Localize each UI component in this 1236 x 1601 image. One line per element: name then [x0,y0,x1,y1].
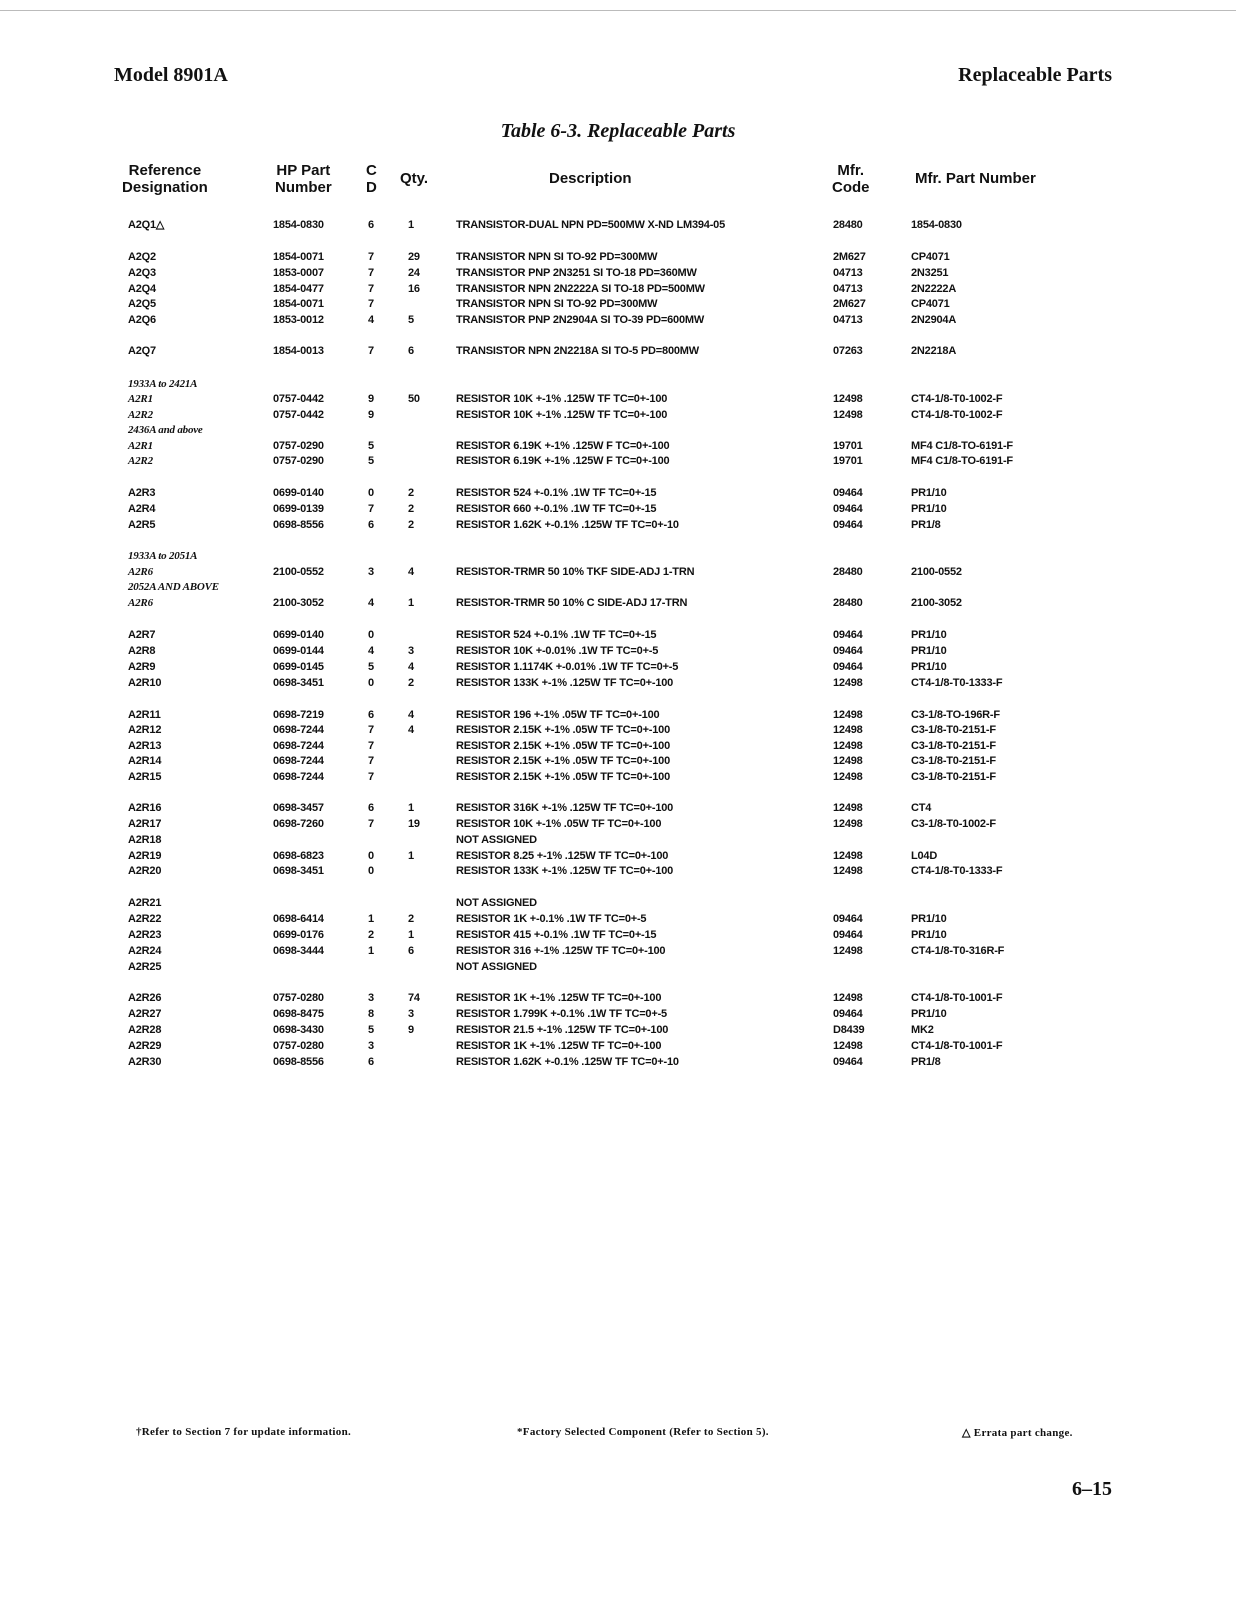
table-cell-ref-designation: A2R29 [128,1040,162,1052]
table-cell-ref-designation: A2Q6 [128,314,156,326]
table-cell-hp-part-number: 0698-8475 [273,1008,324,1020]
table-cell-hp-part-number: 0699-0140 [273,487,324,499]
table-cell-check-digit: 7 [368,771,374,783]
table-cell-mfr-code: 12498 [833,677,863,689]
table-cell-ref-designation: A2R10 [128,677,162,689]
table-cell-quantity: 50 [408,393,420,405]
table-cell-hp-part-number: 0698-7244 [273,724,324,736]
col-header-line: Number [275,179,332,196]
table-cell-mfr-code: 12498 [833,771,863,783]
table-cell-mfr-part-number: 2N2904A [911,314,957,326]
table-cell-check-digit: 6 [368,709,374,721]
table-cell-mfr-part-number: 1854-0830 [911,219,962,231]
table-cell-quantity: 29 [408,251,420,263]
table-cell-check-digit: 0 [368,677,374,689]
table-cell-mfr-code: 12498 [833,945,863,957]
table-cell-hp-part-number: 1854-0013 [273,345,324,357]
table-cell-description: RESISTOR 316K +-1% .125W TF TC=0+-100 [456,802,674,814]
table-cell-quantity: 24 [408,267,420,279]
table-cell-hp-part-number: 0699-0139 [273,503,324,515]
table-cell-mfr-part-number: PR1/10 [911,487,947,499]
table-cell-mfr-code: 09464 [833,519,863,531]
table-cell-ref-designation: A2R15 [128,771,162,783]
table-cell-hp-part-number: 1853-0007 [273,267,324,279]
table-cell-hp-part-number: 2100-3052 [273,597,324,609]
table-cell-check-digit: 4 [368,645,374,657]
table-cell-mfr-code: 09464 [833,913,863,925]
serial-range-note: 1933A to 2051A [128,550,198,562]
table-cell-check-digit: 1 [368,945,374,957]
col-header-description: Description [549,170,632,187]
table-cell-ref-designation: A2Q3 [128,267,156,279]
table-cell-description: RESISTOR 8.25 +-1% .125W TF TC=0+-100 [456,850,669,862]
table-cell-mfr-code: 09464 [833,503,863,515]
table-cell-ref-designation: A2R27 [128,1008,162,1020]
table-cell-mfr-part-number: 2N2222A [911,283,957,295]
table-cell-hp-part-number: 1854-0477 [273,283,324,295]
table-cell-ref-designation: A2R11 [128,709,161,721]
table-cell-quantity: 6 [408,345,414,357]
table-cell-description: TRANSISTOR PNP 2N3251 SI TO-18 PD=360MW [456,267,697,279]
footnote-factory: *Factory Selected Component (Refer to Section 5). [517,1426,769,1438]
table-cell-mfr-part-number: CT4-1/8-T0-1002-F [911,393,1003,405]
table-cell-quantity: 74 [408,992,420,1004]
col-header-line: Designation [122,179,208,196]
table-cell-mfr-code: 2M627 [833,251,866,263]
table-cell-mfr-code: 09464 [833,1056,863,1068]
table-cell-mfr-part-number: CT4-1/8-T0-1002-F [911,409,1003,421]
table-cell-hp-part-number: 0698-8556 [273,519,324,531]
table-cell-mfr-code: 28480 [833,597,863,609]
table-cell-mfr-part-number: CT4 [911,802,932,814]
table-cell-quantity: 4 [408,661,414,673]
col-header-mfr-part: Mfr. Part Number [915,170,1036,187]
table-cell-quantity: 6 [408,945,414,957]
table-cell-description: RESISTOR 1.1174K +-0.01% .1W TF TC=0+-5 [456,661,679,673]
table-cell-check-digit: 5 [368,661,374,673]
table-cell-check-digit: 1 [368,913,374,925]
table-cell-mfr-part-number: CP4071 [911,298,950,310]
table-cell-description: RESISTOR 1.62K +-0.1% .125W TF TC=0+-10 [456,1056,679,1068]
table-cell-hp-part-number: 0757-0290 [273,440,324,452]
table-cell-hp-part-number: 2100-0552 [273,566,324,578]
table-cell-quantity: 9 [408,1024,414,1036]
table-cell-check-digit: 2 [368,929,374,941]
table-cell-mfr-code: 2M627 [833,298,866,310]
table-cell-mfr-part-number: C3-1/8-T0-2151-F [911,724,996,736]
table-cell-description: RESISTOR 2.15K +-1% .05W TF TC=0+-100 [456,755,671,767]
table-cell-quantity: 16 [408,283,420,295]
table-cell-ref-designation: A2R1 [128,440,153,452]
table-cell-ref-designation: A2R5 [128,519,156,531]
table-cell-mfr-part-number: 2100-3052 [911,597,962,609]
table-cell-check-digit: 0 [368,850,374,862]
table-cell-check-digit: 3 [368,566,374,578]
table-cell-description: NOT ASSIGNED [456,961,537,973]
table-cell-quantity: 2 [408,519,414,531]
table-cell-description: RESISTOR 21.5 +-1% .125W TF TC=0+-100 [456,1024,669,1036]
table-cell-check-digit: 7 [368,503,374,515]
table-cell-mfr-part-number: CT4-1/8-T0-1001-F [911,1040,1003,1052]
table-cell-description: RESISTOR 133K +-1% .125W TF TC=0+-100 [456,677,674,689]
table-cell-mfr-code: D8439 [833,1024,865,1036]
table-cell-hp-part-number: 0698-3444 [273,945,324,957]
table-cell-description: RESISTOR 1K +-1% .125W TF TC=0+-100 [456,1040,662,1052]
table-cell-quantity: 1 [408,597,414,609]
table-cell-ref-designation: A2R19 [128,850,162,862]
table-cell-description: RESISTOR 1K +-1% .125W TF TC=0+-100 [456,992,662,1004]
footnote-errata: △ Errata part change. [962,1427,1073,1439]
table-cell-check-digit: 5 [368,455,374,467]
table-cell-check-digit: 7 [368,724,374,736]
table-cell-mfr-part-number: MK2 [911,1024,934,1036]
table-cell-mfr-code: 04713 [833,314,863,326]
table-cell-description: TRANSISTOR NPN SI TO-92 PD=300MW [456,251,658,263]
table-cell-check-digit: 9 [368,393,374,405]
table-cell-mfr-part-number: CP4071 [911,251,950,263]
table-cell-mfr-code: 12498 [833,740,863,752]
table-title: Table 6-3. Replaceable Parts [500,120,736,142]
table-cell-description: RESISTOR 2.15K +-1% .05W TF TC=0+-100 [456,740,671,752]
table-cell-ref-designation: A2R28 [128,1024,162,1036]
table-cell-check-digit: 0 [368,865,374,877]
table-cell-ref-designation: A2R2 [128,455,153,467]
footnote-update: †Refer to Section 7 for update information. [136,1426,352,1438]
table-cell-mfr-code: 09464 [833,929,863,941]
table-cell-mfr-part-number: C3-1/8-T0-2151-F [911,755,996,767]
table-cell-description: RESISTOR 10K +-1% .125W TF TC=0+-100 [456,409,668,421]
table-cell-mfr-part-number: CT4-1/8-T0-1001-F [911,992,1003,1004]
table-cell-ref-designation: A2R25 [128,961,162,973]
table-cell-mfr-part-number: C3-1/8-T0-2151-F [911,771,996,783]
table-cell-hp-part-number: 0757-0442 [273,393,324,405]
table-cell-hp-part-number: 0699-0145 [273,661,324,673]
table-cell-description: TRANSISTOR NPN 2N2222A SI TO-18 PD=500MW [456,283,705,295]
table-cell-mfr-part-number: L04D [911,850,938,862]
table-cell-ref-designation: A2Q2 [128,251,156,263]
table-cell-hp-part-number: 1853-0012 [273,314,324,326]
table-cell-description: RESISTOR 1.62K +-0.1% .125W TF TC=0+-10 [456,519,679,531]
table-cell-quantity: 1 [408,929,414,941]
table-cell-description: RESISTOR 6.19K +-1% .125W F TC=0+-100 [456,455,670,467]
table-cell-ref-designation: A2R4 [128,503,156,515]
table-cell-ref-designation: A2R21 [128,897,162,909]
table-cell-mfr-code: 12498 [833,818,863,830]
section-header: Replaceable Parts [958,64,1112,86]
table-cell-check-digit: 7 [368,755,374,767]
table-cell-mfr-part-number: C3-1/8-TO-196R-F [911,709,1000,721]
table-cell-hp-part-number: 0698-3430 [273,1024,324,1036]
table-cell-ref-designation: A2R17 [128,818,162,830]
model-header: Model 8901A [114,64,228,86]
table-cell-hp-part-number: 0698-3457 [273,802,324,814]
table-cell-check-digit: 7 [368,740,374,752]
table-cell-quantity: 4 [408,709,414,721]
table-cell-ref-designation: A2Q1△ [128,219,165,231]
table-cell-description: TRANSISTOR PNP 2N2904A SI TO-39 PD=600MW [456,314,705,326]
table-cell-ref-designation: A2R7 [128,629,156,641]
table-cell-description: NOT ASSIGNED [456,834,537,846]
table-cell-check-digit: 8 [368,1008,374,1020]
table-cell-mfr-code: 28480 [833,219,863,231]
table-cell-hp-part-number: 0698-7244 [273,771,324,783]
table-cell-ref-designation: A2Q4 [128,283,156,295]
table-cell-mfr-part-number: PR1/10 [911,645,947,657]
serial-range-note: 2052A AND ABOVE [128,581,219,593]
table-cell-ref-designation: A2R20 [128,865,162,877]
table-cell-mfr-code: 04713 [833,283,863,295]
table-cell-mfr-code: 07263 [833,345,863,357]
table-cell-ref-designation: A2Q5 [128,298,156,310]
table-cell-mfr-code: 12498 [833,409,863,421]
table-cell-quantity: 2 [408,913,414,925]
table-cell-quantity: 1 [408,802,414,814]
table-cell-mfr-part-number: PR1/10 [911,929,947,941]
col-header-line: C [366,162,377,179]
table-cell-quantity: 2 [408,503,414,515]
table-cell-description: RESISTOR 2.15K +-1% .05W TF TC=0+-100 [456,771,671,783]
table-cell-hp-part-number: 0699-0176 [273,929,324,941]
col-header-line: Reference [128,162,202,179]
table-cell-description: RESISTOR 10K +-1% .05W TF TC=0+-100 [456,818,662,830]
table-cell-hp-part-number: 0699-0140 [273,629,324,641]
table-cell-ref-designation: A2R2 [128,409,153,421]
table-cell-mfr-part-number: CT4-1/8-T0-1333-F [911,677,1003,689]
col-header-line: D [366,179,377,196]
table-cell-mfr-code: 19701 [833,455,863,467]
table-cell-check-digit: 5 [368,1024,374,1036]
table-cell-mfr-part-number: 2N3251 [911,267,949,279]
table-cell-mfr-code: 12498 [833,865,863,877]
table-cell-check-digit: 7 [368,283,374,295]
col-header-qty: Qty. [400,170,429,187]
table-cell-description: RESISTOR 10K +-1% .125W TF TC=0+-100 [456,393,668,405]
table-cell-mfr-code: 12498 [833,802,863,814]
table-cell-check-digit: 7 [368,267,374,279]
table-cell-check-digit: 4 [368,597,374,609]
table-cell-hp-part-number: 0698-6414 [273,913,324,925]
table-cell-ref-designation: A2R26 [128,992,162,1004]
table-cell-quantity: 4 [408,724,414,736]
table-cell-check-digit: 7 [368,345,374,357]
table-cell-ref-designation: A2R12 [128,724,162,736]
table-cell-description: RESISTOR 1K +-0.1% .1W TF TC=0+-5 [456,913,647,925]
table-cell-hp-part-number: 0698-8556 [273,1056,324,1068]
table-cell-description: RESISTOR 6.19K +-1% .125W F TC=0+-100 [456,440,670,452]
table-cell-mfr-code: 12498 [833,755,863,767]
table-cell-description: RESISTOR-TRMR 50 10% C SIDE-ADJ 17-TRN [456,597,688,609]
table-cell-mfr-code: 09464 [833,661,863,673]
table-cell-ref-designation: A2R14 [128,755,162,767]
table-cell-hp-part-number: 0757-0280 [273,992,324,1004]
table-cell-description: RESISTOR 10K +-0.01% .1W TF TC=0+-5 [456,645,659,657]
table-cell-ref-designation: A2R22 [128,913,162,925]
table-cell-check-digit: 0 [368,629,374,641]
table-cell-description: NOT ASSIGNED [456,897,537,909]
table-cell-check-digit: 7 [368,818,374,830]
table-cell-ref-designation: A2Q7 [128,345,156,357]
table-cell-mfr-part-number: PR1/10 [911,503,947,515]
page-number: 6–15 [1072,1478,1112,1500]
table-cell-hp-part-number: 0698-7244 [273,755,324,767]
table-cell-quantity: 2 [408,677,414,689]
table-cell-hp-part-number: 1854-0071 [273,298,324,310]
table-cell-mfr-part-number: 2N2218A [911,345,957,357]
table-cell-quantity: 2 [408,487,414,499]
table-cell-hp-part-number: 0757-0442 [273,409,324,421]
table-cell-mfr-code: 12498 [833,1040,863,1052]
table-cell-mfr-code: 12498 [833,393,863,405]
table-cell-description: RESISTOR 415 +-0.1% .1W TF TC=0+-15 [456,929,657,941]
table-cell-mfr-part-number: MF4 C1/8-TO-6191-F [911,455,1013,467]
table-cell-check-digit: 7 [368,298,374,310]
table-cell-description: RESISTOR 1.799K +-0.1% .1W TF TC=0+-5 [456,1008,667,1020]
table-cell-mfr-code: 12498 [833,709,863,721]
table-cell-check-digit: 3 [368,992,374,1004]
table-cell-hp-part-number: 0698-7244 [273,740,324,752]
table-cell-hp-part-number: 1854-0830 [273,219,324,231]
table-cell-ref-designation: A2R16 [128,802,162,814]
table-cell-hp-part-number: 0699-0144 [273,645,324,657]
table-cell-hp-part-number: 0698-3451 [273,677,324,689]
table-cell-description: RESISTOR-TRMR 50 10% TKF SIDE-ADJ 1-TRN [456,566,695,578]
col-header-line: Code [832,179,870,196]
table-cell-quantity: 5 [408,314,414,326]
serial-range-note: 2436A and above [128,424,203,436]
table-cell-check-digit: 6 [368,1056,374,1068]
table-cell-hp-part-number: 0698-7219 [273,709,324,721]
table-cell-ref-designation: A2R18 [128,834,162,846]
table-cell-mfr-part-number: 2100-0552 [911,566,962,578]
serial-range-note: 1933A to 2421A [128,378,198,390]
table-cell-description: TRANSISTOR-DUAL NPN PD=500MW X-ND LM394-05 [456,219,725,231]
table-cell-ref-designation: A2R1 [128,393,153,405]
table-cell-mfr-part-number: C3-1/8-T0-2151-F [911,740,996,752]
table-cell-check-digit: 9 [368,409,374,421]
table-cell-ref-designation: A2R13 [128,740,162,752]
table-cell-mfr-code: 28480 [833,566,863,578]
table-cell-mfr-code: 09464 [833,645,863,657]
table-cell-quantity: 1 [408,219,414,231]
table-cell-mfr-part-number: PR1/10 [911,629,947,641]
table-cell-check-digit: 7 [368,251,374,263]
table-cell-check-digit: 5 [368,440,374,452]
table-cell-mfr-part-number: MF4 C1/8-TO-6191-F [911,440,1013,452]
table-cell-hp-part-number: 0757-0280 [273,1040,324,1052]
table-cell-mfr-part-number: PR1/8 [911,519,941,531]
table-cell-description: RESISTOR 524 +-0.1% .1W TF TC=0+-15 [456,487,657,499]
table-cell-description: RESISTOR 133K +-1% .125W TF TC=0+-100 [456,865,674,877]
table-cell-mfr-part-number: CT4-1/8-T0-1333-F [911,865,1003,877]
table-cell-mfr-code: 12498 [833,992,863,1004]
table-cell-mfr-code: 09464 [833,487,863,499]
table-cell-check-digit: 0 [368,487,374,499]
table-cell-check-digit: 4 [368,314,374,326]
col-header-line: Mfr. [837,162,865,179]
table-cell-mfr-code: 09464 [833,629,863,641]
table-cell-mfr-part-number: PR1/10 [911,661,947,673]
table-cell-check-digit: 6 [368,802,374,814]
table-cell-check-digit: 6 [368,219,374,231]
table-cell-ref-designation: A2R8 [128,645,156,657]
table-cell-mfr-code: 12498 [833,724,863,736]
table-cell-hp-part-number: 0757-0290 [273,455,324,467]
table-cell-ref-designation: A2R23 [128,929,162,941]
table-cell-quantity: 1 [408,850,414,862]
table-cell-quantity: 3 [408,1008,414,1020]
table-cell-hp-part-number: 0698-6823 [273,850,324,862]
table-cell-ref-designation: A2R6 [128,566,153,578]
table-cell-ref-designation: A2R3 [128,487,156,499]
table-cell-quantity: 4 [408,566,414,578]
table-cell-check-digit: 6 [368,519,374,531]
table-cell-mfr-code: 19701 [833,440,863,452]
table-cell-mfr-part-number: PR1/8 [911,1056,941,1068]
table-cell-mfr-code: 09464 [833,1008,863,1020]
table-cell-description: TRANSISTOR NPN SI TO-92 PD=300MW [456,298,658,310]
table-cell-quantity: 3 [408,645,414,657]
table-cell-description: RESISTOR 2.15K +-1% .05W TF TC=0+-100 [456,724,671,736]
table-cell-quantity: 19 [408,818,420,830]
table-cell-mfr-part-number: C3-1/8-T0-1002-F [911,818,996,830]
table-cell-ref-designation: A2R30 [128,1056,162,1068]
table-cell-mfr-part-number: CT4-1/8-T0-316R-F [911,945,1005,957]
table-cell-mfr-code: 04713 [833,267,863,279]
table-cell-description: TRANSISTOR NPN 2N2218A SI TO-5 PD=800MW [456,345,699,357]
table-cell-ref-designation: A2R24 [128,945,162,957]
table-cell-ref-designation: A2R9 [128,661,156,673]
table-cell-hp-part-number: 1854-0071 [273,251,324,263]
table-cell-mfr-part-number: PR1/10 [911,913,947,925]
table-cell-check-digit: 3 [368,1040,374,1052]
table-cell-mfr-code: 12498 [833,850,863,862]
table-cell-mfr-part-number: PR1/10 [911,1008,947,1020]
table-cell-hp-part-number: 0698-3451 [273,865,324,877]
table-cell-description: RESISTOR 196 +-1% .05W TF TC=0+-100 [456,709,660,721]
table-cell-hp-part-number: 0698-7260 [273,818,324,830]
col-header-line: HP Part [276,162,331,179]
table-cell-description: RESISTOR 524 +-0.1% .1W TF TC=0+-15 [456,629,657,641]
table-cell-description: RESISTOR 316 +-1% .125W TF TC=0+-100 [456,945,666,957]
table-cell-description: RESISTOR 660 +-0.1% .1W TF TC=0+-15 [456,503,657,515]
table-cell-ref-designation: A2R6 [128,597,153,609]
